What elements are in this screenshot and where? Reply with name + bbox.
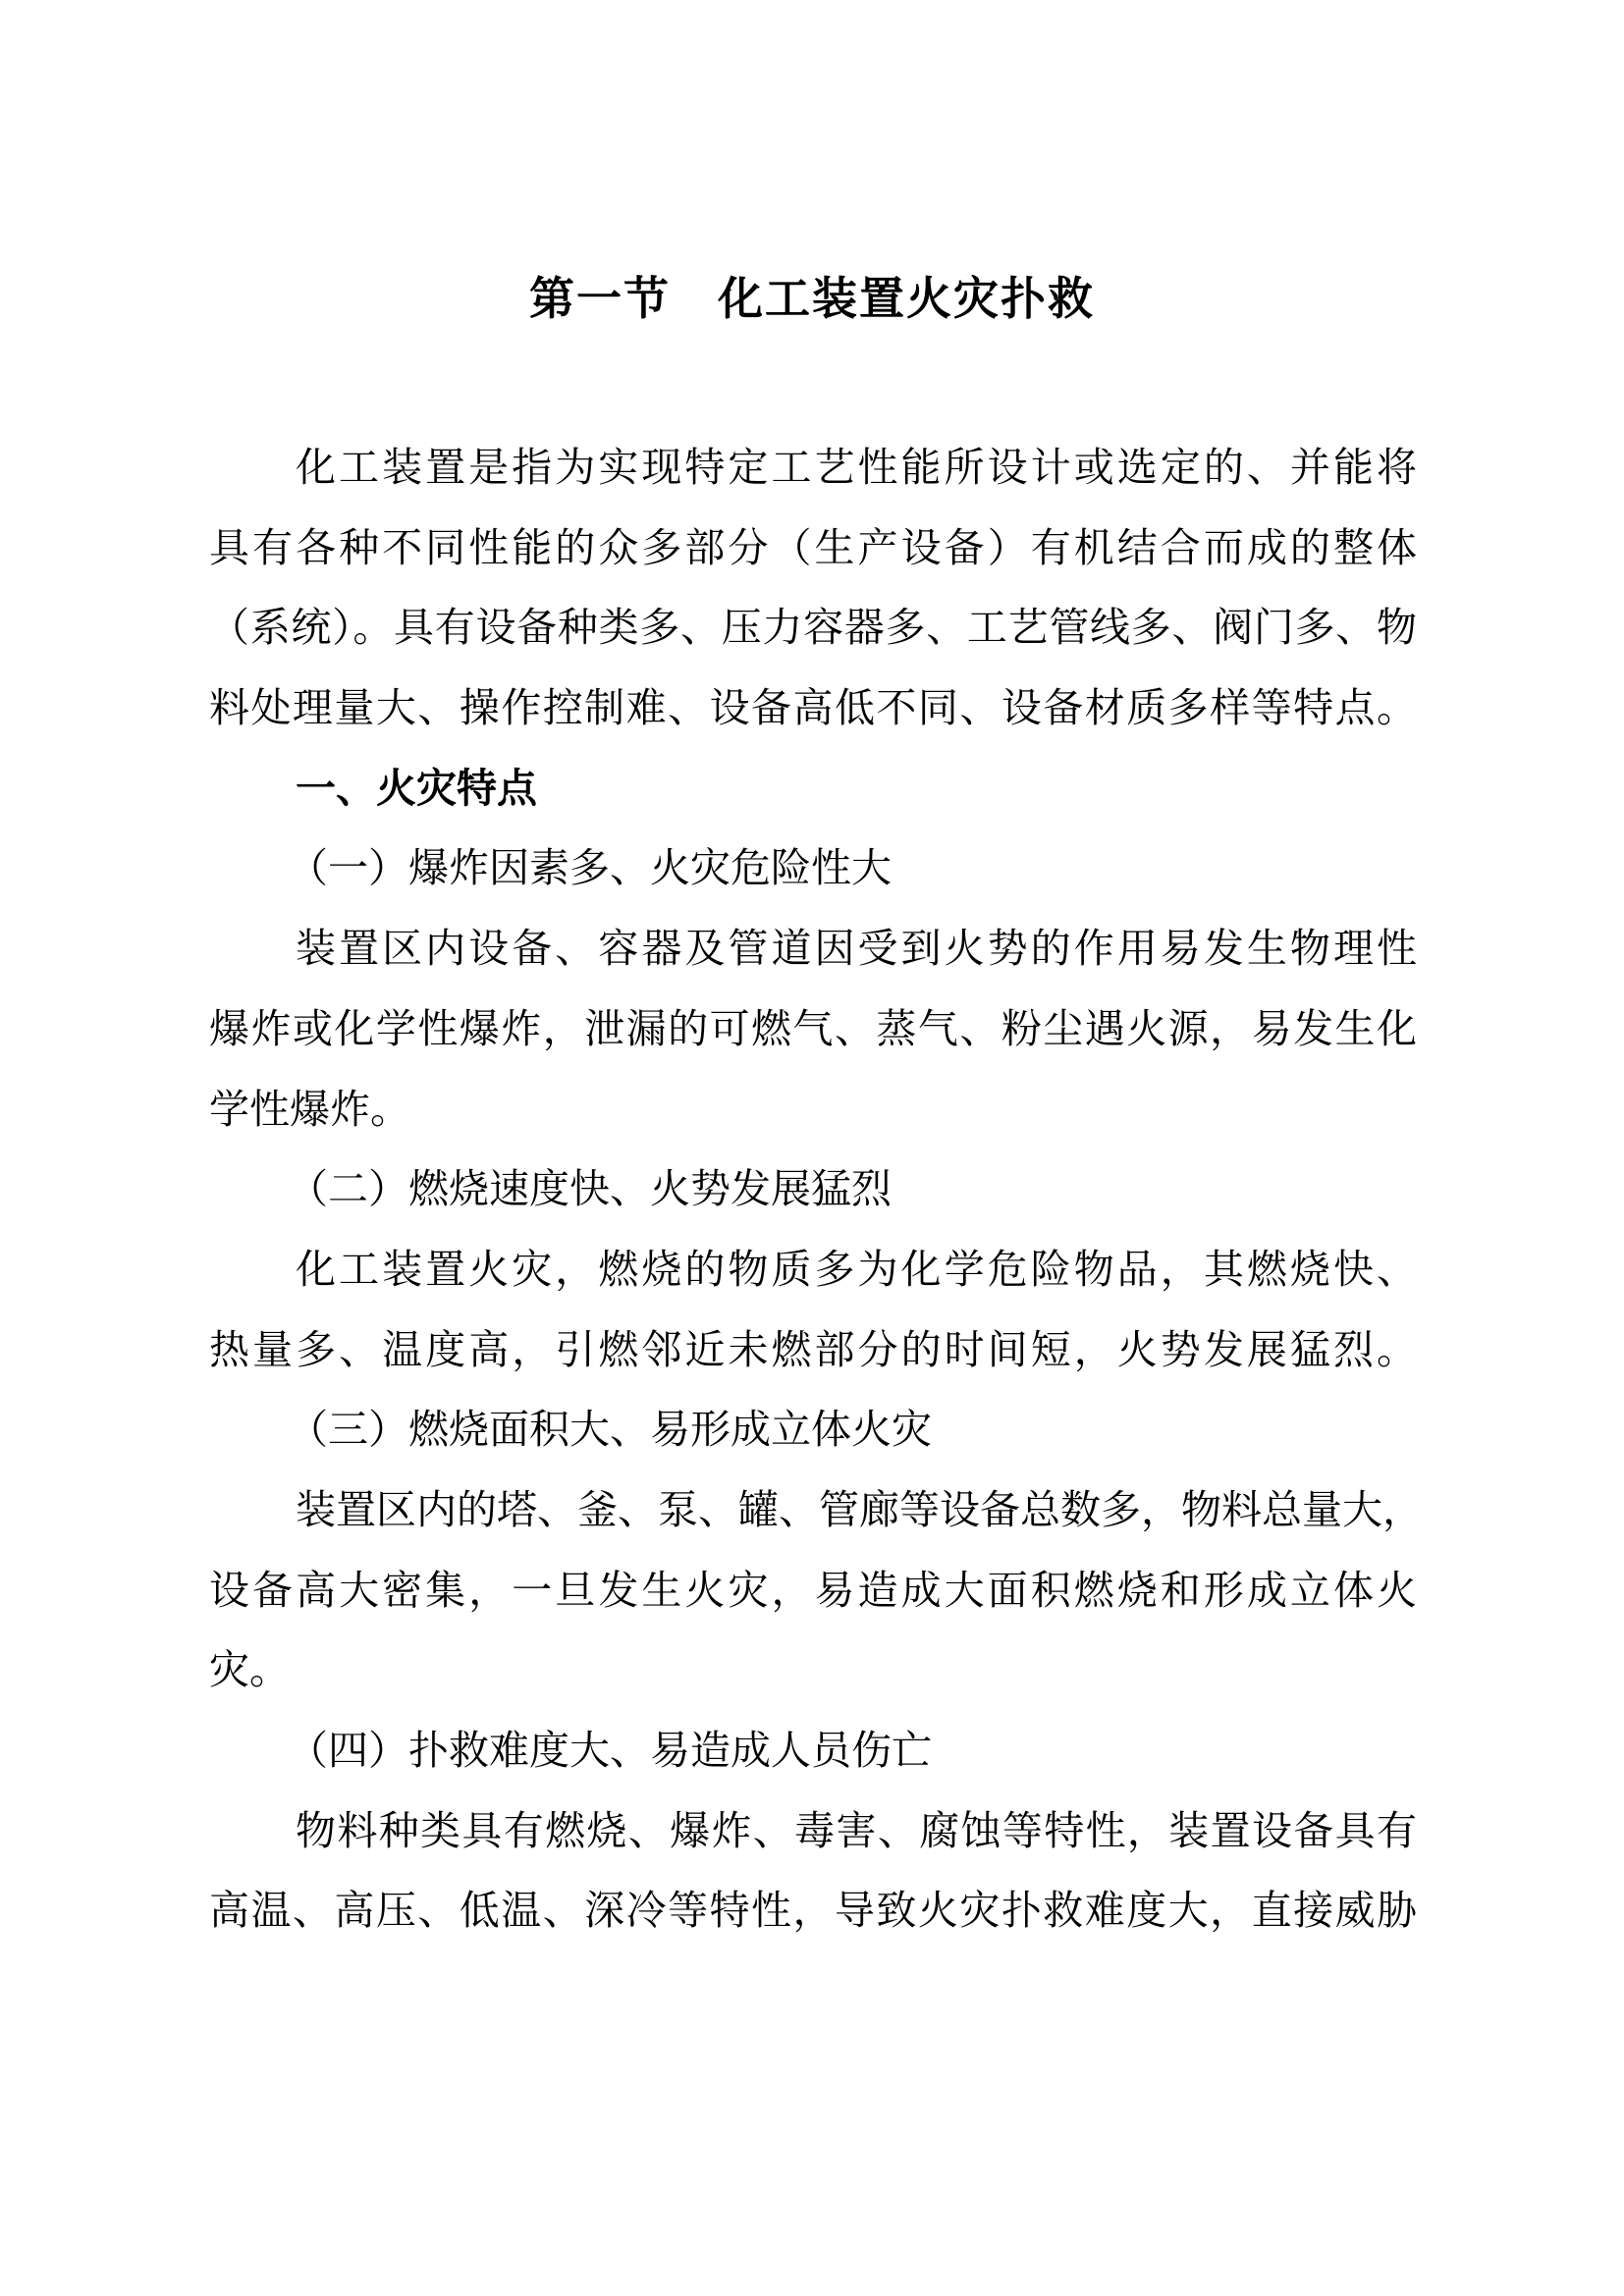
- paragraph-line: 物料种类具有燃烧、爆炸、毒害、腐蚀等特性，装置设备具有: [296, 1806, 1417, 1854]
- paragraph-line: 装置区内设备、容器及管道因受到火势的作用易发生物理性: [296, 925, 1417, 973]
- paragraph-line: 料处理量大、操作控制难、设备高低不同、设备材质多样等特点。: [209, 684, 1417, 732]
- document-body: [209, 428, 1423, 1951]
- section-title: 第一节 化工装置火灾扑救: [529, 272, 1095, 325]
- subheading-4: （四）扑救难度大、易造成人员伤亡: [288, 1727, 932, 1774]
- paragraph-line: 化工装置火灾，燃烧的物质多为化学危险物品，其燃烧快、: [296, 1245, 1417, 1293]
- paragraph-line: 设备高大密集，一旦发生火灾，易造成大面积燃烧和形成立体火: [209, 1566, 1417, 1614]
- paragraph-line: 化工装置是指为实现特定工艺性能所设计或选定的、并能将: [296, 444, 1417, 491]
- heading-fire-characteristics: 一、火灾特点: [296, 764, 537, 812]
- subheading-2: （二）燃烧速度快、火势发展猛烈: [288, 1165, 892, 1213]
- subheading-3: （三）燃烧面积大、易形成立体火灾: [288, 1406, 932, 1454]
- subheading-1: （一）爆炸因素多、火灾危险性大: [288, 844, 892, 892]
- paragraph-line: 灾。: [209, 1646, 290, 1694]
- paragraph-line: 学性爆炸。: [209, 1085, 410, 1133]
- paragraph-line: 热量多、温度高，引燃邻近未燃部分的时间短，火势发展猛烈。: [209, 1325, 1417, 1373]
- paragraph-line: 高温、高压、低温、深冷等特性，导致火灾扑救难度大，直接威胁: [209, 1887, 1417, 1935]
- paragraph-line: 具有各种不同性能的众多部分（生产设备）有机结合而成的整体: [209, 523, 1417, 571]
- paragraph-line: 装置区内的塔、釜、泵、罐、管廊等设备总数多，物料总量大，: [296, 1485, 1423, 1533]
- paragraph-line: 爆炸或化学性爆炸，泄漏的可燃气、蒸气、粉尘遇火源，易发生化: [209, 1004, 1417, 1052]
- paragraph-line: （系统）。具有设备种类多、压力容器多、工艺管线多、阀门多、物: [209, 604, 1417, 652]
